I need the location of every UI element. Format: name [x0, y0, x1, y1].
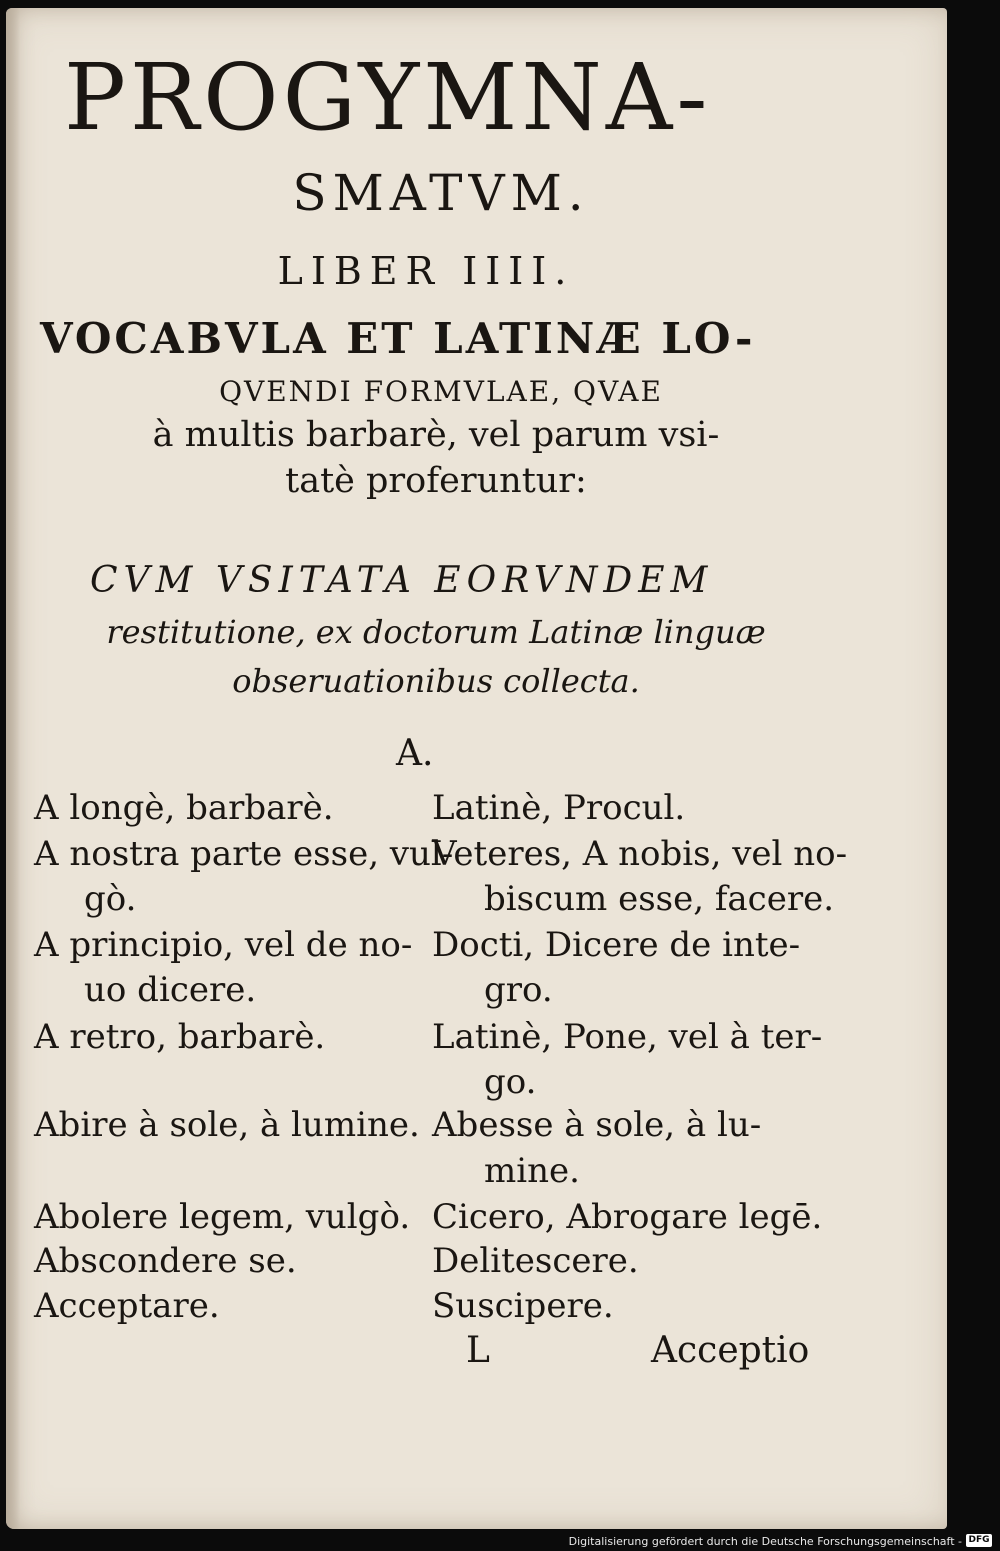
vocabulary-list — [6, 8, 947, 1529]
entry-left: Acceptare. — [34, 1286, 220, 1326]
book-number: LIBER IIII. — [277, 249, 575, 293]
section-letter: A. — [396, 733, 434, 774]
entry-left-continued: gò. — [84, 879, 137, 919]
subtitle-line-3: à multis barbarè, vel parum vsi- — [152, 415, 720, 455]
catchword: Acceptio — [651, 1330, 810, 1371]
entry-right: Veteres, A nobis, vel no- — [432, 834, 848, 874]
entry-right: Latinè, Pone, vel à ter- — [432, 1017, 823, 1057]
title-line-1: PROGYMNA- — [64, 44, 712, 151]
entry-right-continued: biscum esse, facere. — [484, 879, 835, 919]
subtitle-line-2: QVENDI FORMVLAE, QVAE — [219, 375, 663, 408]
entry-right: Docti, Dicere de inte- — [432, 925, 801, 965]
title-line-2: SMATVM. — [292, 164, 590, 222]
entry-right: Abesse à sole, à lu- — [432, 1105, 762, 1145]
entry-left: Abire à sole, à lumine. — [34, 1105, 420, 1145]
entry-right: Cicero, Abrogare legē. — [432, 1197, 823, 1237]
entry-left: Abscondere se. — [34, 1241, 297, 1281]
entry-right-continued: go. — [484, 1062, 537, 1102]
entry-left: Abolere legem, vulgò. — [34, 1197, 411, 1237]
entry-right: Delitescere. — [432, 1241, 639, 1281]
entry-right-continued: mine. — [484, 1151, 580, 1191]
subtitle-line-4: tatè proferuntur: — [285, 461, 587, 501]
entry-right: Latinè, Procul. — [432, 788, 686, 828]
signature-mark: L — [466, 1330, 490, 1371]
entry-left: A nostra parte esse, vul- — [34, 834, 454, 874]
entry-right-continued: gro. — [484, 970, 553, 1010]
entry-left: A principio, vel de no- — [34, 925, 413, 965]
entry-right: Suscipere. — [432, 1286, 614, 1326]
book-page — [6, 8, 947, 1529]
entry-left: A longè, barbarè. — [34, 788, 334, 828]
italic-line-3: obseruationibus collecta. — [232, 662, 640, 700]
subtitle-line-1: VOCABVLA ET LATINÆ LO- — [40, 314, 756, 363]
italic-line-1: CVM VSITATA EORVNDEM — [90, 560, 714, 601]
digitization-credit: Digitalisierung gefördert durch die Deutsche Forschungsgemeinschaft - — [568, 1535, 962, 1548]
entry-left: A retro, barbarè. — [34, 1017, 326, 1057]
entry-left-continued: uo dicere. — [84, 970, 257, 1010]
dfg-logo: DFG — [966, 1534, 992, 1547]
italic-line-2: restitutione, ex doctorum Latinæ linguæ — [106, 613, 766, 651]
